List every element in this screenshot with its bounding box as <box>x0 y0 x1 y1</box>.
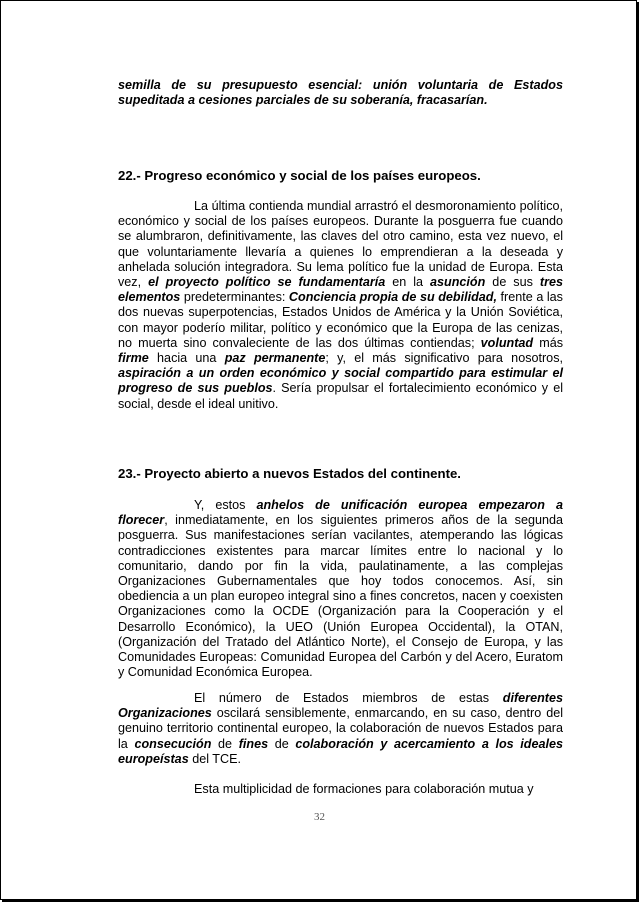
emphasis-run: colaboración y acercamiento a los ideales europeístas <box>118 736 563 766</box>
text-run: Y, estos <box>194 498 257 512</box>
intro-paragraph: semilla de su presupuesto esencial: unión voluntaria de Estados supeditada a cesiones parciales de su soberanía, fracasarían. <box>118 78 563 108</box>
section-22-heading: 22.- Progreso económico y social de los países europeos. <box>118 168 481 183</box>
section-23-paragraph-2 <box>118 691 563 767</box>
text-run: en la <box>385 275 431 290</box>
emphasis-run: asunción <box>430 275 486 290</box>
text-run: oscilará sensiblemente, enmarcando, en su caso, dentro del genuino territorio continental europeo, la colaboración de nuevos Estados para la <box>118 706 563 751</box>
text-run: predeterminantes: <box>180 290 289 305</box>
text-run: de sus <box>485 275 540 290</box>
emphasis-run: diferentes Organizaciones <box>118 691 563 721</box>
text-run: , inmediatamente, en los siguientes primeros años de la segunda posguerra. Sus manifestaciones serían vacilantes, atemperando las lógicas contradicciones existentes para marcar límites entre lo nacional y lo comunitario, dando por fin la vida, paulatinamente, a las complejas Organizaciones Gubernamentales que hoy todos conocemos. Así, sin obediencia a un plan europeo integral sino a fines concretos, nacen y coexisten Organizaciones como la OCDE (Organización para la Cooperación y el Desarrollo Económico), la UEO (Unión Europea Occidental), la OTAN, (Organización del Tratado del Atlántico Norte), el Consejo de Europa, y las Comunidades Europeas: Comunidad Europea del Carbón y del Acero, Euratom y Comunidad Económica Europea. <box>118 513 563 680</box>
emphasis-run: paz permanente <box>224 351 326 366</box>
emphasis-run: fines <box>238 736 269 751</box>
section-23-paragraph-1 <box>118 498 563 680</box>
section-22-paragraph <box>118 199 563 412</box>
text-run: de <box>268 736 296 751</box>
text-run: más <box>533 335 564 350</box>
section-23-heading: 23.- Proyecto abierto a nuevos Estados del continente. <box>118 466 461 481</box>
page-number: 32 <box>314 811 325 823</box>
text-run: El número de Estados miembros de estas <box>194 691 503 705</box>
text-run: del TCE. <box>188 751 241 766</box>
emphasis-run: anhelos de unificación europea empezaron a florecer <box>118 498 563 528</box>
text-run: La última contienda mundial arrastró el desmoronamiento político, económico y social de los países europeos. Durante la posguerra fue cuando se alumbraron, definitivamente, las claves del otro camino, esta vez nuevo, el que voluntariamente llevaría a quienes lo emprendieran a la deseada y anhelada solución integradora. Su lema político fue la unidad de Europa. Esta vez, <box>118 199 563 290</box>
emphasis-run: Conciencia propia de su debilidad, <box>288 290 497 305</box>
emphasis-run: firme <box>118 351 149 366</box>
emphasis-run: aspiración a un orden económico y social compartido para estimular el progreso de sus pueblos <box>118 366 563 396</box>
emphasis-run: voluntad <box>480 335 534 350</box>
text-run: de <box>211 736 239 751</box>
text-run: ; y, el más significativo para nosotros, <box>325 351 563 366</box>
text-run: Esta multiplicidad de formaciones para colaboración mutua y <box>194 782 534 796</box>
emphasis-run: consecución <box>134 736 212 751</box>
text-run: frente a las dos nuevas superpotencias, Estados Unidos de América y la Unión Soviética, con mayor poderío militar, político y económico que la Europa de las cenizas, no muerta sino convaleciente de las dos últimas contiendas; <box>118 290 563 350</box>
text-run: hacia una <box>148 351 225 366</box>
section-23-paragraph-3 <box>118 782 563 797</box>
emphasis-run: el proyecto político se fundamentaría <box>148 275 386 290</box>
text-run: . Sería propulsar el fortalecimiento económico y el social, desde el ideal unitivo. <box>118 381 563 411</box>
emphasis-run: tres elementos <box>118 275 563 305</box>
